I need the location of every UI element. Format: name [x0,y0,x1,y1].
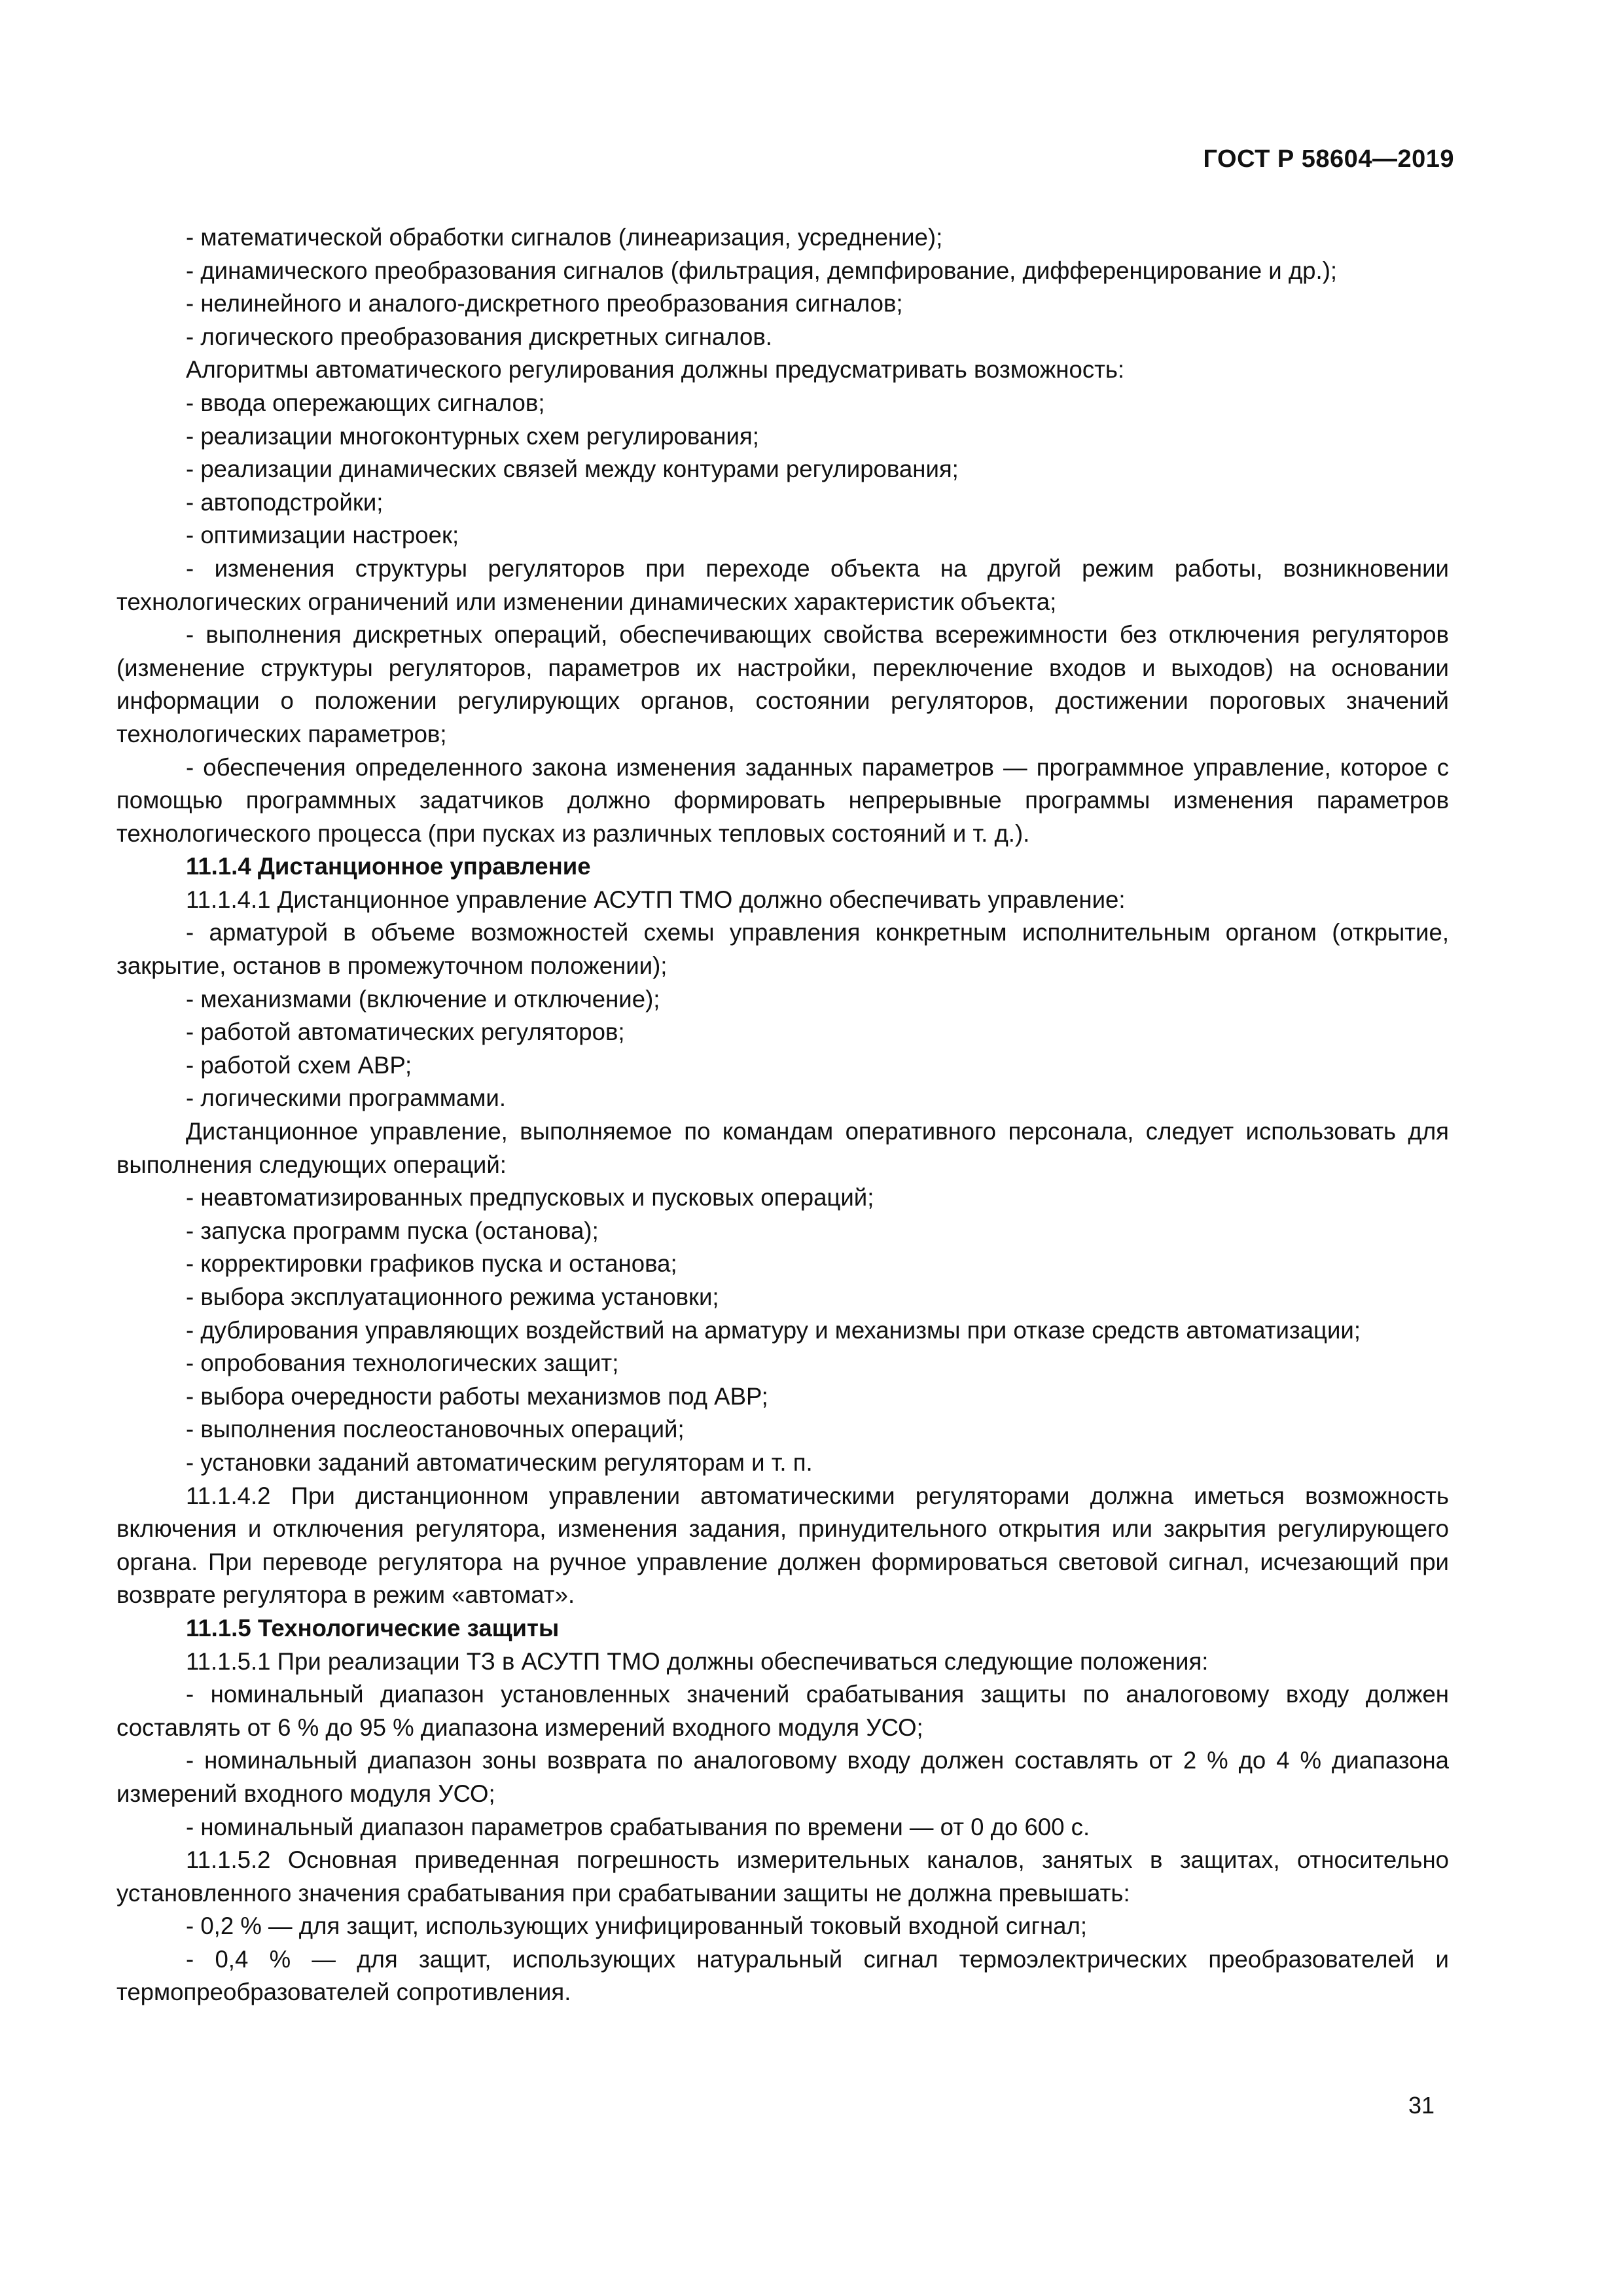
body-paragraph: - выполнения послеостановочных операций; [186,1416,685,1443]
body-paragraph: - автоподстройки; [186,488,383,516]
body-paragraph: - 0,2 % — для защит, использующих унифицированный токовый входной сигнал; [186,1912,1088,1940]
body-paragraph: 11.1.4.2 При дистанционном управлении автоматическими регуляторами должна иметься возможность включения и отключения регулятора, изменения задания, принудительного открытия или закрытия регулирующего органа. При переводе регулятора на ручное управление должен формироваться световой сигнал, исчезающий при возврате регулятора в режим «автомат». [116,1482,1449,1609]
document-body [116,221,1449,2009]
body-paragraph: - работой автоматических регуляторов; [186,1018,625,1046]
body-paragraph: - запуска программ пуска (останова); [186,1217,599,1244]
body-paragraph: - оптимизации настроек; [186,522,459,549]
body-paragraph: - работой схем АВР; [186,1051,412,1079]
page-number: 31 [1408,2092,1435,2119]
body-paragraph: 11.1.5.1 При реализации ТЗ в АСУТП ТМО должны обеспечиваться следующие положения: [186,1647,1209,1675]
body-paragraph: - обеспечения определенного закона изменения заданных параметров — программное управление, которое с помощью программных задатчиков должно формировать непрерывные программы изменения параметров технологического процесса (при пусках из различных тепловых состояний и т. д.). [116,753,1449,847]
body-paragraph: - корректировки графиков пуска и останова; [186,1250,677,1278]
body-paragraph: 11.1.4.1 Дистанционное управление АСУТП ТМО должно обеспечивать управление: [186,886,1126,913]
section-heading: 11.1.4 Дистанционное управление [186,853,591,880]
body-paragraph: - номинальный диапазон установленных значений срабатывания защиты по аналоговому входу должен составлять от 6 % до 95 % диапазона измерений входного модуля УСО; [116,1681,1449,1741]
body-paragraph: - арматурой в объеме возможностей схемы управления конкретным исполнительным органом (открытие, закрытие, останов в промежуточном положении); [116,919,1449,980]
body-paragraph: - реализации многоконтурных схем регулирования; [186,422,759,450]
section-heading: 11.1.5 Технологические защиты [186,1614,560,1641]
body-paragraph: - механизмами (включение и отключение); [186,985,660,1013]
body-paragraph: - номинальный диапазон зоны возврата по аналоговому входу должен составлять от 2 % до 4 % диапазона измерений входного модуля УСО; [116,1747,1449,1807]
body-paragraph: - дублирования управляющих воздействий на арматуру и механизмы при отказе средств автоматизации; [186,1316,1361,1344]
body-paragraph: - выбора эксплуатационного режима установки; [186,1283,719,1310]
body-paragraph: Алгоритмы автоматического регулирования должны предусматривать возможность: [186,356,1125,384]
body-paragraph: - выбора очередности работы механизмов под АВР; [186,1382,768,1410]
body-paragraph: - номинальный диапазон параметров срабатывания по времени — от 0 до 600 с. [186,1813,1090,1840]
body-paragraph: - неавтоматизированных предпусковых и пусковых операций; [186,1184,874,1211]
body-paragraph: - динамического преобразования сигналов (фильтрация, демпфирование, дифференцирование и др.); [186,257,1338,284]
body-paragraph: - выполнения дискретных операций, обеспечивающих свойства всережимности без отключения регуляторов (изменение структуры регуляторов, параметров их настройки, переключение входов и выходов) на основании информации о положении регулирующих органов, состоянии регуляторов, достижении пороговых значений технологических параметров; [116,621,1449,747]
body-paragraph: - изменения структуры регуляторов при переходе объекта на другой режим работы, возникновении технологических ограничений или изменении динамических характеристик объекта; [116,554,1449,615]
body-paragraph: - реализации динамических связей между контурами регулирования; [186,456,959,483]
body-paragraph: - логическими программами. [186,1085,506,1112]
body-paragraph: 11.1.5.2 Основная приведенная погрешность измерительных каналов, занятых в защитах, относительно установленного значения срабатывания при срабатывании защиты не должна превышать: [116,1846,1449,1907]
body-paragraph: Дистанционное управление, выполняемое по командам оперативного персонала, следует использовать для выполнения следующих операций: [116,1118,1449,1178]
body-paragraph: - ввода опережающих сигналов; [186,389,545,416]
body-paragraph: - опробования технологических защит; [186,1350,619,1377]
body-paragraph: - логического преобразования дискретных сигналов. [186,323,772,350]
body-paragraph: - нелинейного и аналого-дискретного преобразования сигналов; [186,290,903,317]
body-paragraph: - математической обработки сигналов (линеаризация, усреднение); [186,224,943,251]
body-paragraph: - 0,4 % — для защит, использующих натуральный сигнал термоэлектрических преобразователей и термопреобразователей сопротивления. [116,1945,1449,2006]
standard-code-header: ГОСТ Р 58604—2019 [1203,145,1454,173]
body-paragraph: - установки заданий автоматическим регуляторам и т. п. [186,1448,813,1476]
